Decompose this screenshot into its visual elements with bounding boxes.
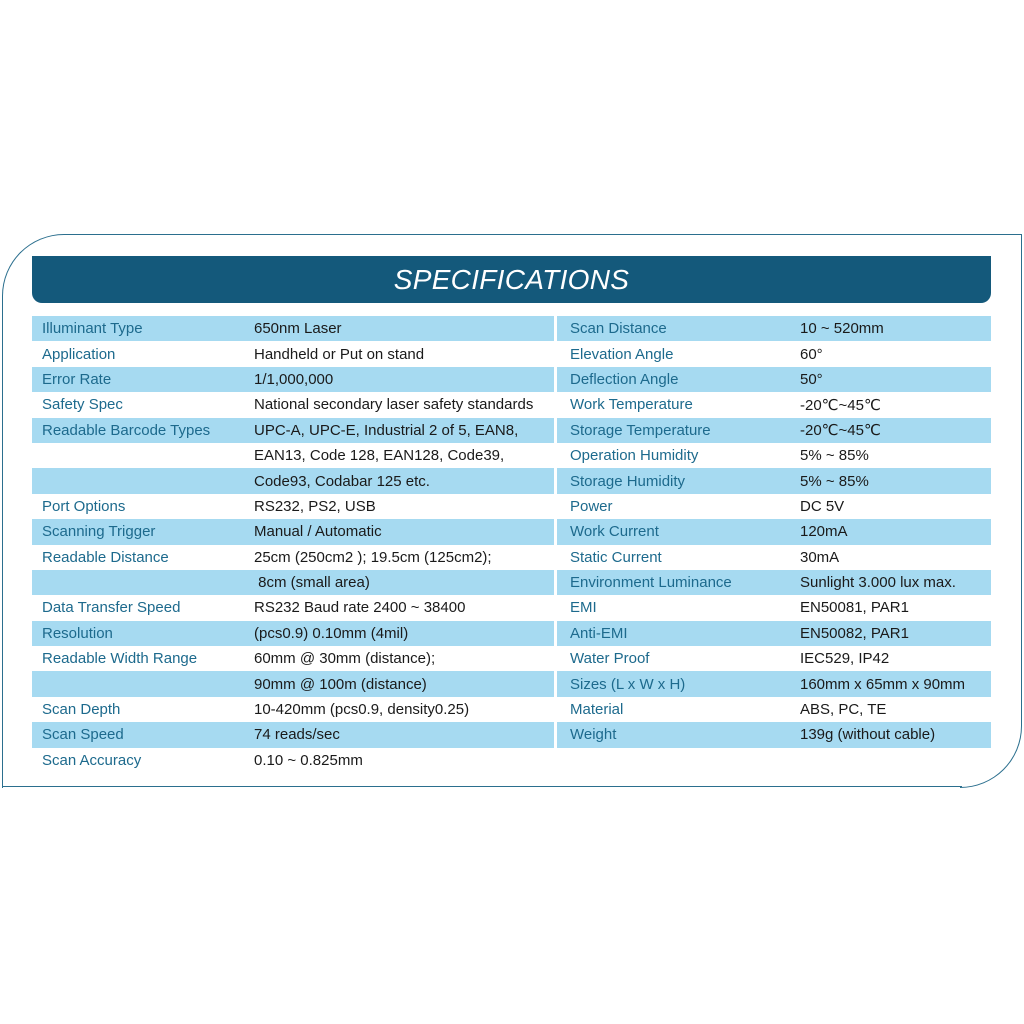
- spec-label: Static Current: [570, 548, 662, 566]
- spec-value: 74 reads/sec: [254, 726, 340, 744]
- spec-value: 10 ~ 520mm: [800, 320, 884, 338]
- spec-value: Sunlight 3.000 lux max.: [800, 574, 956, 592]
- spec-row: [32, 748, 554, 773]
- spec-label: Illuminant Type: [42, 320, 143, 338]
- spec-label: Elevation Angle: [570, 345, 674, 363]
- spec-label: Error Rate: [42, 370, 112, 388]
- spec-label: Data Transfer Speed: [42, 599, 181, 617]
- spec-label: Safety Spec: [42, 396, 123, 414]
- spec-label: EMI: [570, 599, 597, 617]
- spec-row: [557, 570, 991, 595]
- spec-label: Port Options: [42, 497, 126, 515]
- spec-value: EN50082, PAR1: [800, 624, 909, 642]
- spec-label: Storage Humidity: [570, 472, 686, 490]
- spec-row: [32, 697, 554, 722]
- spec-label: Scan Accuracy: [42, 751, 142, 769]
- spec-value: 160mm x 65mm x 90mm: [800, 675, 966, 693]
- spec-value: ABS, PC, TE: [800, 701, 887, 719]
- spec-value: UPC-A, UPC-E, Industrial 2 of 5, EAN8,: [254, 421, 519, 439]
- spec-row: [557, 621, 991, 646]
- spec-value: Code93, Codabar 125 etc.: [254, 472, 430, 490]
- spec-value: 650nm Laser: [254, 320, 342, 338]
- frame-border-bottom: [2, 786, 962, 787]
- spec-row: [32, 722, 554, 747]
- spec-row: [557, 316, 991, 341]
- spec-value: -20℃~45℃: [800, 422, 881, 440]
- spec-row: [557, 646, 991, 671]
- right-spec-table: [557, 316, 991, 748]
- spec-value: 120mA: [800, 523, 848, 541]
- spec-row: [32, 570, 554, 595]
- spec-value: 139g (without cable): [800, 726, 936, 744]
- spec-value: 30mA: [800, 548, 840, 566]
- spec-row: [557, 595, 991, 620]
- spec-label: Environment Luminance: [570, 574, 732, 592]
- spec-row: [557, 392, 991, 417]
- spec-row: [557, 418, 991, 443]
- spec-value: National secondary laser safety standards: [254, 396, 534, 414]
- spec-row: [32, 595, 554, 620]
- spec-row: [32, 671, 554, 696]
- spec-row: [32, 418, 554, 443]
- spec-row: [32, 316, 554, 341]
- specifications-header: [32, 256, 991, 303]
- spec-row: [32, 468, 554, 493]
- spec-row: [557, 722, 991, 747]
- spec-label: Scan Speed: [42, 726, 124, 744]
- spec-row: [32, 545, 554, 570]
- spec-value: IEC529, IP42: [800, 650, 890, 668]
- spec-value: 5% ~ 85%: [800, 472, 869, 490]
- spec-label: Scan Depth: [42, 701, 121, 719]
- spec-row: [557, 519, 991, 544]
- spec-label: Material: [570, 701, 624, 719]
- spec-label: Resolution: [42, 624, 113, 642]
- spec-label: Sizes (L x W x H): [570, 675, 686, 693]
- spec-label: Work Temperature: [570, 396, 693, 414]
- spec-row: [32, 646, 554, 671]
- spec-row: [32, 341, 554, 366]
- spec-label: Anti-EMI: [570, 624, 628, 642]
- page-title: SPECIFICATIONS: [393, 263, 630, 295]
- spec-label: Readable Distance: [42, 548, 169, 566]
- spec-row: [557, 468, 991, 493]
- spec-value: 60°: [800, 345, 823, 363]
- spec-label: Weight: [570, 726, 617, 744]
- spec-row: [557, 341, 991, 366]
- spec-row: [557, 443, 991, 468]
- spec-value: EAN13, Code 128, EAN128, Code39,: [254, 447, 505, 465]
- spec-label: Deflection Angle: [570, 370, 679, 388]
- spec-label: Readable Width Range: [42, 650, 198, 668]
- spec-row: [557, 545, 991, 570]
- spec-label: Operation Humidity: [570, 447, 699, 465]
- spec-value: Handheld or Put on stand: [254, 345, 425, 363]
- spec-value: 10-420mm (pcs0.9, density0.25): [254, 701, 470, 719]
- spec-value: DC 5V: [800, 497, 845, 515]
- spec-row: [32, 519, 554, 544]
- spec-row: [557, 671, 991, 696]
- spec-label: Readable Barcode Types: [42, 421, 211, 439]
- spec-value: 0.10 ~ 0.825mm: [254, 751, 363, 769]
- spec-value: EN50081, PAR1: [800, 599, 909, 617]
- left-spec-table: [32, 316, 554, 773]
- spec-value: RS232 Baud rate 2400 ~ 38400: [254, 599, 466, 617]
- spec-row: [557, 494, 991, 519]
- spec-value: RS232, PS2, USB: [254, 497, 376, 515]
- spec-row: [32, 367, 554, 392]
- spec-label: Water Proof: [570, 650, 650, 668]
- spec-value: 5% ~ 85%: [800, 447, 869, 465]
- spec-value: (pcs0.9) 0.10mm (4mil): [254, 624, 409, 642]
- spec-row: [32, 494, 554, 519]
- spec-label: Scanning Trigger: [42, 523, 156, 541]
- frame-border-top: [80, 234, 962, 235]
- spec-value: 60mm @ 30mm (distance);: [254, 650, 436, 668]
- spec-row: [32, 443, 554, 468]
- spec-label: Work Current: [570, 523, 659, 541]
- spec-value: 25cm (250cm2 ); 19.5cm (125cm2);: [254, 548, 492, 566]
- spec-row: [557, 367, 991, 392]
- spec-row: [32, 392, 554, 417]
- spec-value: -20℃~45℃: [800, 396, 881, 414]
- spec-value: 1/1,000,000: [254, 370, 334, 388]
- spec-label: Application: [42, 345, 116, 363]
- spec-label: Storage Temperature: [570, 421, 711, 439]
- spec-value: 8cm (small area): [254, 574, 370, 592]
- spec-row: [32, 621, 554, 646]
- spec-row: [557, 697, 991, 722]
- spec-value: 90mm @ 100m (distance): [254, 675, 427, 693]
- spec-value: Manual / Automatic: [254, 523, 382, 541]
- spec-label: Power: [570, 497, 613, 515]
- spec-label: Scan Distance: [570, 320, 667, 338]
- spec-value: 50°: [800, 370, 823, 388]
